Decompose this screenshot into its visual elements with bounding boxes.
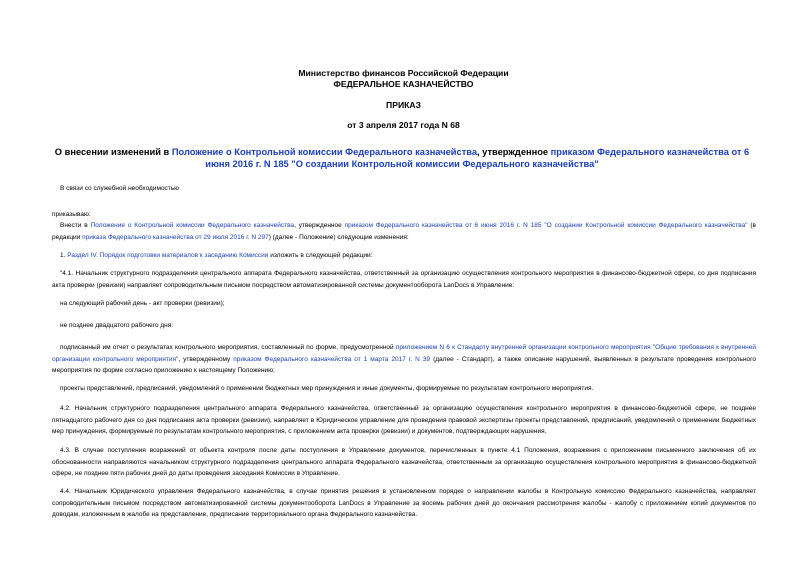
document-title <box>52 146 752 170</box>
section-text-2: изложить в следующей редакции: <box>268 252 373 259</box>
document-date: от 3 апреля 2017 года N 68 <box>347 120 460 130</box>
report-text-2: , утвержденному <box>178 355 234 363</box>
amend-text-2: , утвержденное <box>294 222 345 229</box>
paragraph-order-word: приказываю: <box>52 211 91 218</box>
document-type: ПРИКАЗ <box>386 100 421 110</box>
paragraph-4-3: 4.3. В случае поступления возражений от объекта контроля после даты поступления в Управление документов, перечисленных в пункте 4.1 Положения, возражения с приложением письменного заключения об их обоснованности направляются начальником структурного подразделения центрального аппарата Федерального казначейства, ответственным за организацию осуществления контрольного мероприятия в финансово-бюджетной сфере, не позднее пяти рабочих дней до даты проведения заседания Комиссии в Управление. <box>52 447 756 477</box>
amend-link-regulation[interactable]: Положение о Контрольной комиссии Федерального казначейства <box>90 222 295 229</box>
paragraph-next-day: на следующий рабочий день - акт проверки (ревизии); <box>60 300 225 307</box>
report-text-1: подписанный им отчет о результатах контрольного мероприятия, составленный по форме, предусмотренной <box>60 344 396 351</box>
amend-text-1: Внести в <box>60 222 91 229</box>
paragraph-4-4: 4.4. Начальник Юридического управления Федерального казначейства, в случае принятия решения в установленном порядке о направлении жалобы в Контрольную комиссию Федерального казначейства, направляет сопроводительным письмом посредством автоматизированной системы документооборота LanDocs в Управление за восемь рабочих дней до окончания рассмотрения жалобы - жалобу с приложением копий документов по доводам, изложенным в жалобе на представление, предписание территориального органа Федерального казначейства. <box>52 488 756 518</box>
title-text-1: О внесении изменений в <box>54 147 172 157</box>
title-text-2: , утвержденное <box>477 147 551 157</box>
paragraph-amend <box>52 220 756 243</box>
paragraph-twentieth-day: не позднее двадцатого рабочего дня: <box>60 322 174 329</box>
amend-link-order-297[interactable]: приказа Федерального казначейства от 29 июля 2016 г. N 297 <box>82 233 269 241</box>
section-iv-link[interactable]: Раздел IV. Порядок подготовки материалов к заседанию Комиссии <box>67 252 269 259</box>
title-link-regulation[interactable]: Положение о Контрольной комиссии Федерального казначейства <box>171 147 478 157</box>
report-link-appendix-6[interactable]: приложением N 6 к Стандарту внутренней организации контрольного мероприятия "Общие требования к внутренней организации контрольного мероприятия" <box>52 344 757 363</box>
agency-name: ФЕДЕРАЛЬНОЕ КАЗНАЧЕЙСТВО <box>333 79 474 89</box>
paragraph-intro: В связи со служебной необходимостью <box>60 185 180 192</box>
ministry-name: Министерство финансов Российской Федерации <box>298 68 509 78</box>
title-link-order[interactable]: приказом Федерального казначейства от 6 июня 2016 г. N 185 "О создании Контрольной комиссии Федерального казначейства" <box>205 147 750 169</box>
amend-link-order-185[interactable]: приказом Федерального казначейства от 6 июня 2016 г. N 185 "О создании Контрольной комиссии Федерального казначейства" <box>344 222 748 229</box>
report-text-3: (далее - Стандарт), а также описание нарушений, выявленных в результате проведения контрольного мероприятия по форме согласно приложению к настоящему Положению; <box>52 355 756 374</box>
paragraph-section-iv <box>52 250 756 262</box>
paragraph-projects: проекты представлений, предписаний, уведомлений о применении бюджетных мер принуждения и иные документы, формируемые по результатам контрольного мероприятия. <box>60 385 594 392</box>
paragraph-report <box>52 342 756 377</box>
amend-text-3: (в редакции <box>52 222 756 241</box>
report-link-order-39[interactable]: приказом Федерального казначейства от 1 марта 2017 г. N 39 <box>233 355 431 363</box>
paragraph-4-2: 4.2. Начальник структурного подразделения центрального аппарата Федерального казначейства, ответственный за организацию осуществления контрольного мероприятия в финансово-бюджетной сфере, не позднее пятнадцатого рабочего дня со дня подписания акта проверки (ревизии), направляет в Юридическое управление для проведения правовой экспертизы проекты представлений, предписаний, уведомлений о применении бюджетных мер принуждения, формируемые по результатам контрольного мероприятия, с приложением акта проверки (ревизии) и документов, подтверждающих нарушения. <box>52 405 756 435</box>
paragraph-4-1: "4.1. Начальник структурного подразделения центрального аппарата Федерального казначейства, ответственный за организацию осуществления контрольного мероприятия в финансово-бюджетной сфере, со дня подписания акта проверки (ревизии) направляет сопроводительным письмом посредством автоматизированной системы документооборота LanDocs в Управление: <box>52 270 756 289</box>
amend-text-4: ) (далее - Положение) следующие изменения: <box>268 233 409 241</box>
section-text-1: 1. <box>60 252 68 259</box>
